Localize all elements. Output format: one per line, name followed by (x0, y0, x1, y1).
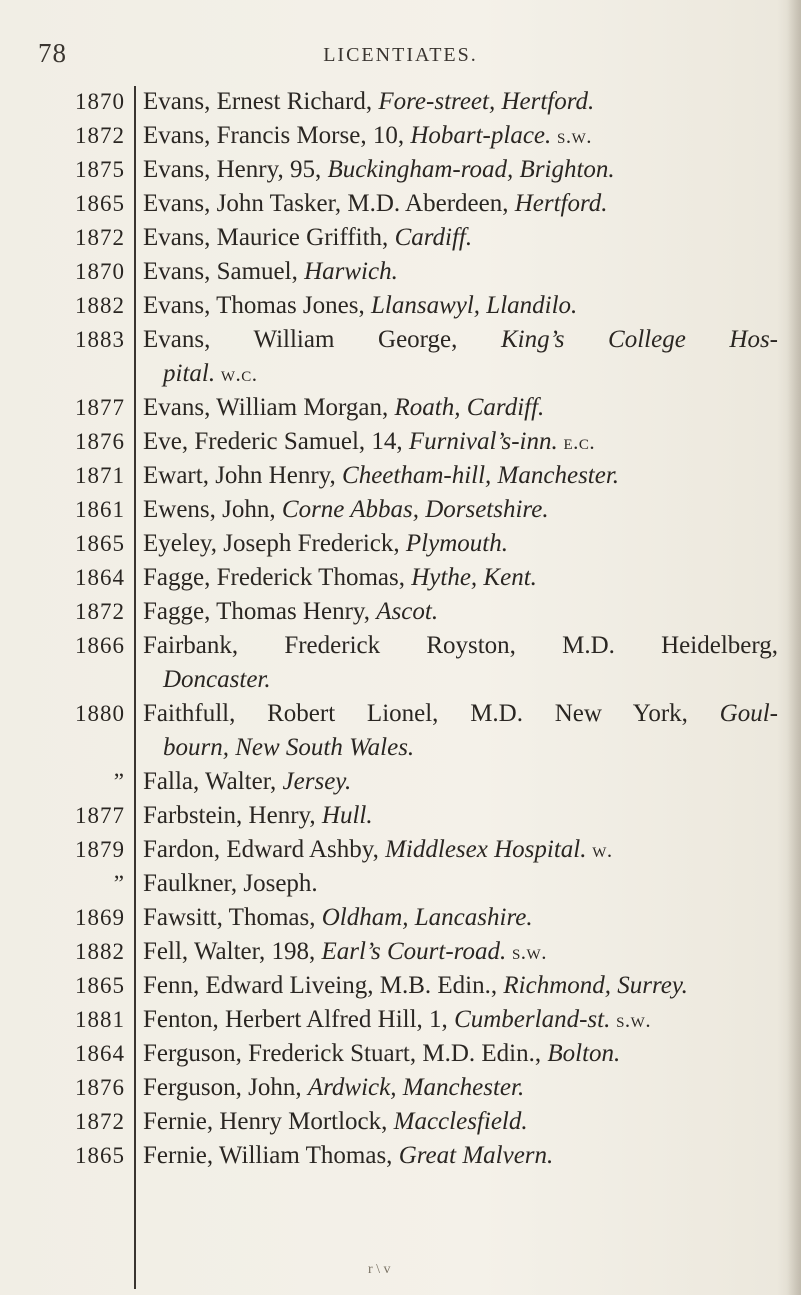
list-item (0, 1105, 801, 1139)
entry-place: Hobart-place. (410, 122, 552, 149)
list-item (0, 119, 801, 153)
list-item (0, 289, 801, 323)
entry-text (143, 1105, 778, 1139)
entry-name: Fenton, Herbert Alfred Hill, 1, (143, 1006, 455, 1033)
list-item (0, 153, 801, 187)
entry-name: Eve, Frederic Samuel, 14, (143, 428, 409, 455)
entry-continuation (163, 731, 778, 765)
entry-name: Evans, William George, (143, 326, 501, 353)
entry-year: 1872 (75, 225, 125, 250)
entry-name: Evans, Francis Morse, 10, (143, 122, 411, 149)
entry-text (143, 595, 778, 629)
entry-place: Cheetham-hill, Manchester. (342, 462, 620, 489)
entry-year: 1872 (75, 123, 125, 148)
entry-text (143, 153, 778, 187)
entry-year: 1881 (75, 1007, 125, 1032)
entry-text (143, 765, 778, 799)
entry-year: 1875 (75, 157, 125, 182)
entry-text (143, 799, 778, 833)
entry-continuation (163, 663, 778, 697)
list-item (0, 969, 801, 1003)
entry-year: 1865 (75, 973, 125, 998)
entry-year: 1876 (75, 429, 125, 454)
entry-text (143, 1037, 778, 1071)
entry-place-continued: Doncaster. (163, 666, 271, 693)
entry-year: 1879 (75, 837, 125, 862)
entry-postal-district: s.w. (506, 940, 547, 964)
entry-name: Fenn, Edward Liveing, M.B. Edin., (143, 972, 504, 999)
entry-year: 1877 (75, 395, 125, 420)
list-item (0, 1037, 801, 1071)
entry-text (143, 561, 778, 595)
list-item (0, 255, 801, 289)
entry-text (143, 833, 778, 867)
list-item (0, 935, 801, 969)
entry-place: Llansawyl, Llandilo. (371, 292, 578, 319)
entry-text (143, 697, 778, 765)
entry-place: Jersey. (282, 768, 352, 795)
entry-name: Eyeley, Joseph Frederick, (143, 530, 406, 557)
licentiate-list (0, 85, 801, 1173)
entry-text (143, 425, 778, 459)
entry-place: Ascot. (376, 598, 439, 625)
entry-text (143, 969, 778, 1003)
entry-name: Ferguson, Frederick Stuart, M.D. Edin., (143, 1040, 548, 1067)
entry-name: Fardon, Edward Ashby, (143, 836, 386, 863)
entry-name: Ferguson, John, (143, 1074, 308, 1101)
entry-text (143, 289, 778, 323)
entry-name: Evans, John Tasker, M.D. Aberdeen, (143, 190, 515, 217)
list-item (0, 867, 801, 901)
entry-place: Corne Abbas, Dorsetshire. (281, 496, 549, 523)
entry-year: 1883 (75, 327, 125, 352)
entry-name: Ewens, John, (143, 496, 282, 523)
entry-text (143, 901, 778, 935)
entry-name: Fell, Walter, 198, (143, 938, 322, 965)
page-number: 78 (38, 38, 67, 68)
entry-name: Evans, Samuel, (143, 258, 305, 285)
list-item (0, 833, 801, 867)
entry-year: 1869 (75, 905, 125, 930)
list-item (0, 1003, 801, 1037)
entry-text (143, 85, 778, 119)
entry-year: 1882 (75, 293, 125, 318)
entry-postal-district: w. (586, 838, 613, 862)
entry-place: Fore-street, Hertford. (378, 88, 595, 115)
entry-place: Plymouth. (405, 530, 508, 557)
list-item (0, 221, 801, 255)
entry-place: Ardwick, Manchester. (307, 1074, 525, 1101)
entry-year: ” (113, 871, 125, 896)
entry-place: Hertford. (514, 190, 608, 217)
entry-place: Bolton. (547, 1040, 621, 1067)
entry-place: Oldham, Lancashire. (321, 904, 533, 931)
list-item (0, 527, 801, 561)
entry-place: Hull. (321, 802, 373, 829)
entry-place: Roath, Cardiff. (394, 394, 545, 421)
entry-text (143, 867, 778, 901)
entry-text (143, 629, 778, 697)
list-item (0, 187, 801, 221)
entry-place: Earl’s Court-road. (321, 938, 507, 965)
entry-year: 1877 (75, 803, 125, 828)
entry-name: Farbstein, Henry, (143, 802, 322, 829)
entry-text (143, 527, 778, 561)
list-item (0, 595, 801, 629)
entry-place: Hythe, Kent. (411, 564, 537, 591)
entry-text (143, 1071, 778, 1105)
entry-postal-district: w.c. (215, 362, 258, 386)
list-item (0, 459, 801, 493)
entry-place: Goul- (719, 700, 778, 727)
list-item (0, 323, 801, 391)
entry-place: Richmond, Surrey. (503, 972, 688, 999)
entry-year: 1864 (75, 1041, 125, 1066)
entry-name: Fagge, Thomas Henry, (143, 598, 377, 625)
entry-place: Buckingham-road, Brighton. (327, 156, 615, 183)
running-head: LICENTIATES. (323, 44, 478, 66)
list-item (0, 1139, 801, 1173)
entry-name: Evans, Henry, 95, (143, 156, 328, 183)
list-item (0, 85, 801, 119)
list-item (0, 493, 801, 527)
entry-text (143, 493, 778, 527)
entry-place: Cumberland-st. (454, 1006, 611, 1033)
entry-place: Cardiff. (394, 224, 473, 251)
entry-postal-district: e.c. (557, 430, 596, 454)
list-item (0, 391, 801, 425)
entry-postal-district: s.w. (610, 1008, 652, 1032)
entry-place: Furnival’s-inn. (408, 428, 558, 455)
footer-mark: r \ v (368, 1262, 391, 1277)
list-item (0, 799, 801, 833)
entry-year: 1865 (75, 531, 125, 556)
entry-year: ” (113, 769, 125, 794)
entry-text (143, 1003, 778, 1037)
entry-text (143, 119, 778, 153)
entry-text (143, 391, 778, 425)
list-item (0, 1071, 801, 1105)
list-item (0, 629, 801, 697)
list-item (0, 697, 801, 765)
entry-year: 1864 (75, 565, 125, 590)
entry-year: 1870 (75, 259, 125, 284)
entry-name: Faithfull, Robert Lionel, M.D. New York, (143, 700, 720, 727)
entry-year: 1871 (75, 463, 125, 488)
entry-place: Harwich. (304, 258, 398, 285)
entry-text (143, 935, 778, 969)
entry-postal-district: s.w. (551, 124, 593, 148)
entry-name: Fawsitt, Thomas, (143, 904, 322, 931)
entry-name: Ewart, John Henry, (143, 462, 343, 489)
entry-year: 1880 (75, 701, 125, 726)
entry-place: Great Malvern. (398, 1142, 554, 1169)
entry-place: Macclesfield. (393, 1108, 528, 1135)
list-item (0, 561, 801, 595)
entry-year: 1872 (75, 1109, 125, 1134)
entry-year: 1870 (75, 89, 125, 114)
list-item (0, 901, 801, 935)
entry-place-continued: bourn, New South Wales. (163, 734, 415, 761)
entry-name: Falla, Walter, (143, 768, 283, 795)
entry-year: 1876 (75, 1075, 125, 1100)
entry-name: Evans, Thomas Jones, (143, 292, 371, 319)
entry-continuation (163, 357, 778, 391)
entry-year: 1865 (75, 191, 125, 216)
entry-name: Faulkner, Joseph. (143, 870, 318, 897)
entry-text (143, 187, 778, 221)
list-item (0, 425, 801, 459)
entry-name: Evans, Maurice Griffith, (143, 224, 395, 251)
entry-name: Evans, Ernest Richard, (143, 88, 379, 115)
entry-year: 1866 (75, 633, 125, 658)
entry-year: 1882 (75, 939, 125, 964)
entry-name: Fairbank, Frederick Royston, M.D. Heidelberg, (143, 632, 778, 659)
entry-year: 1861 (75, 497, 125, 522)
entry-place: Middlesex Hospital. (385, 836, 587, 863)
list-item (0, 765, 801, 799)
entry-text (143, 323, 778, 391)
entry-name: Fernie, Henry Mortlock, (143, 1108, 394, 1135)
entry-text (143, 221, 778, 255)
entry-name: Fagge, Frederick Thomas, (143, 564, 412, 591)
entry-name: Evans, William Morgan, (143, 394, 395, 421)
entry-place-continued: pital. (163, 360, 216, 387)
entry-name: Fernie, William Thomas, (143, 1142, 399, 1169)
entry-year: 1872 (75, 599, 125, 624)
entry-year: 1865 (75, 1143, 125, 1168)
entry-text (143, 459, 778, 493)
entry-text (143, 1139, 778, 1173)
entry-text (143, 255, 778, 289)
entry-place: King’s College Hos- (500, 326, 778, 353)
